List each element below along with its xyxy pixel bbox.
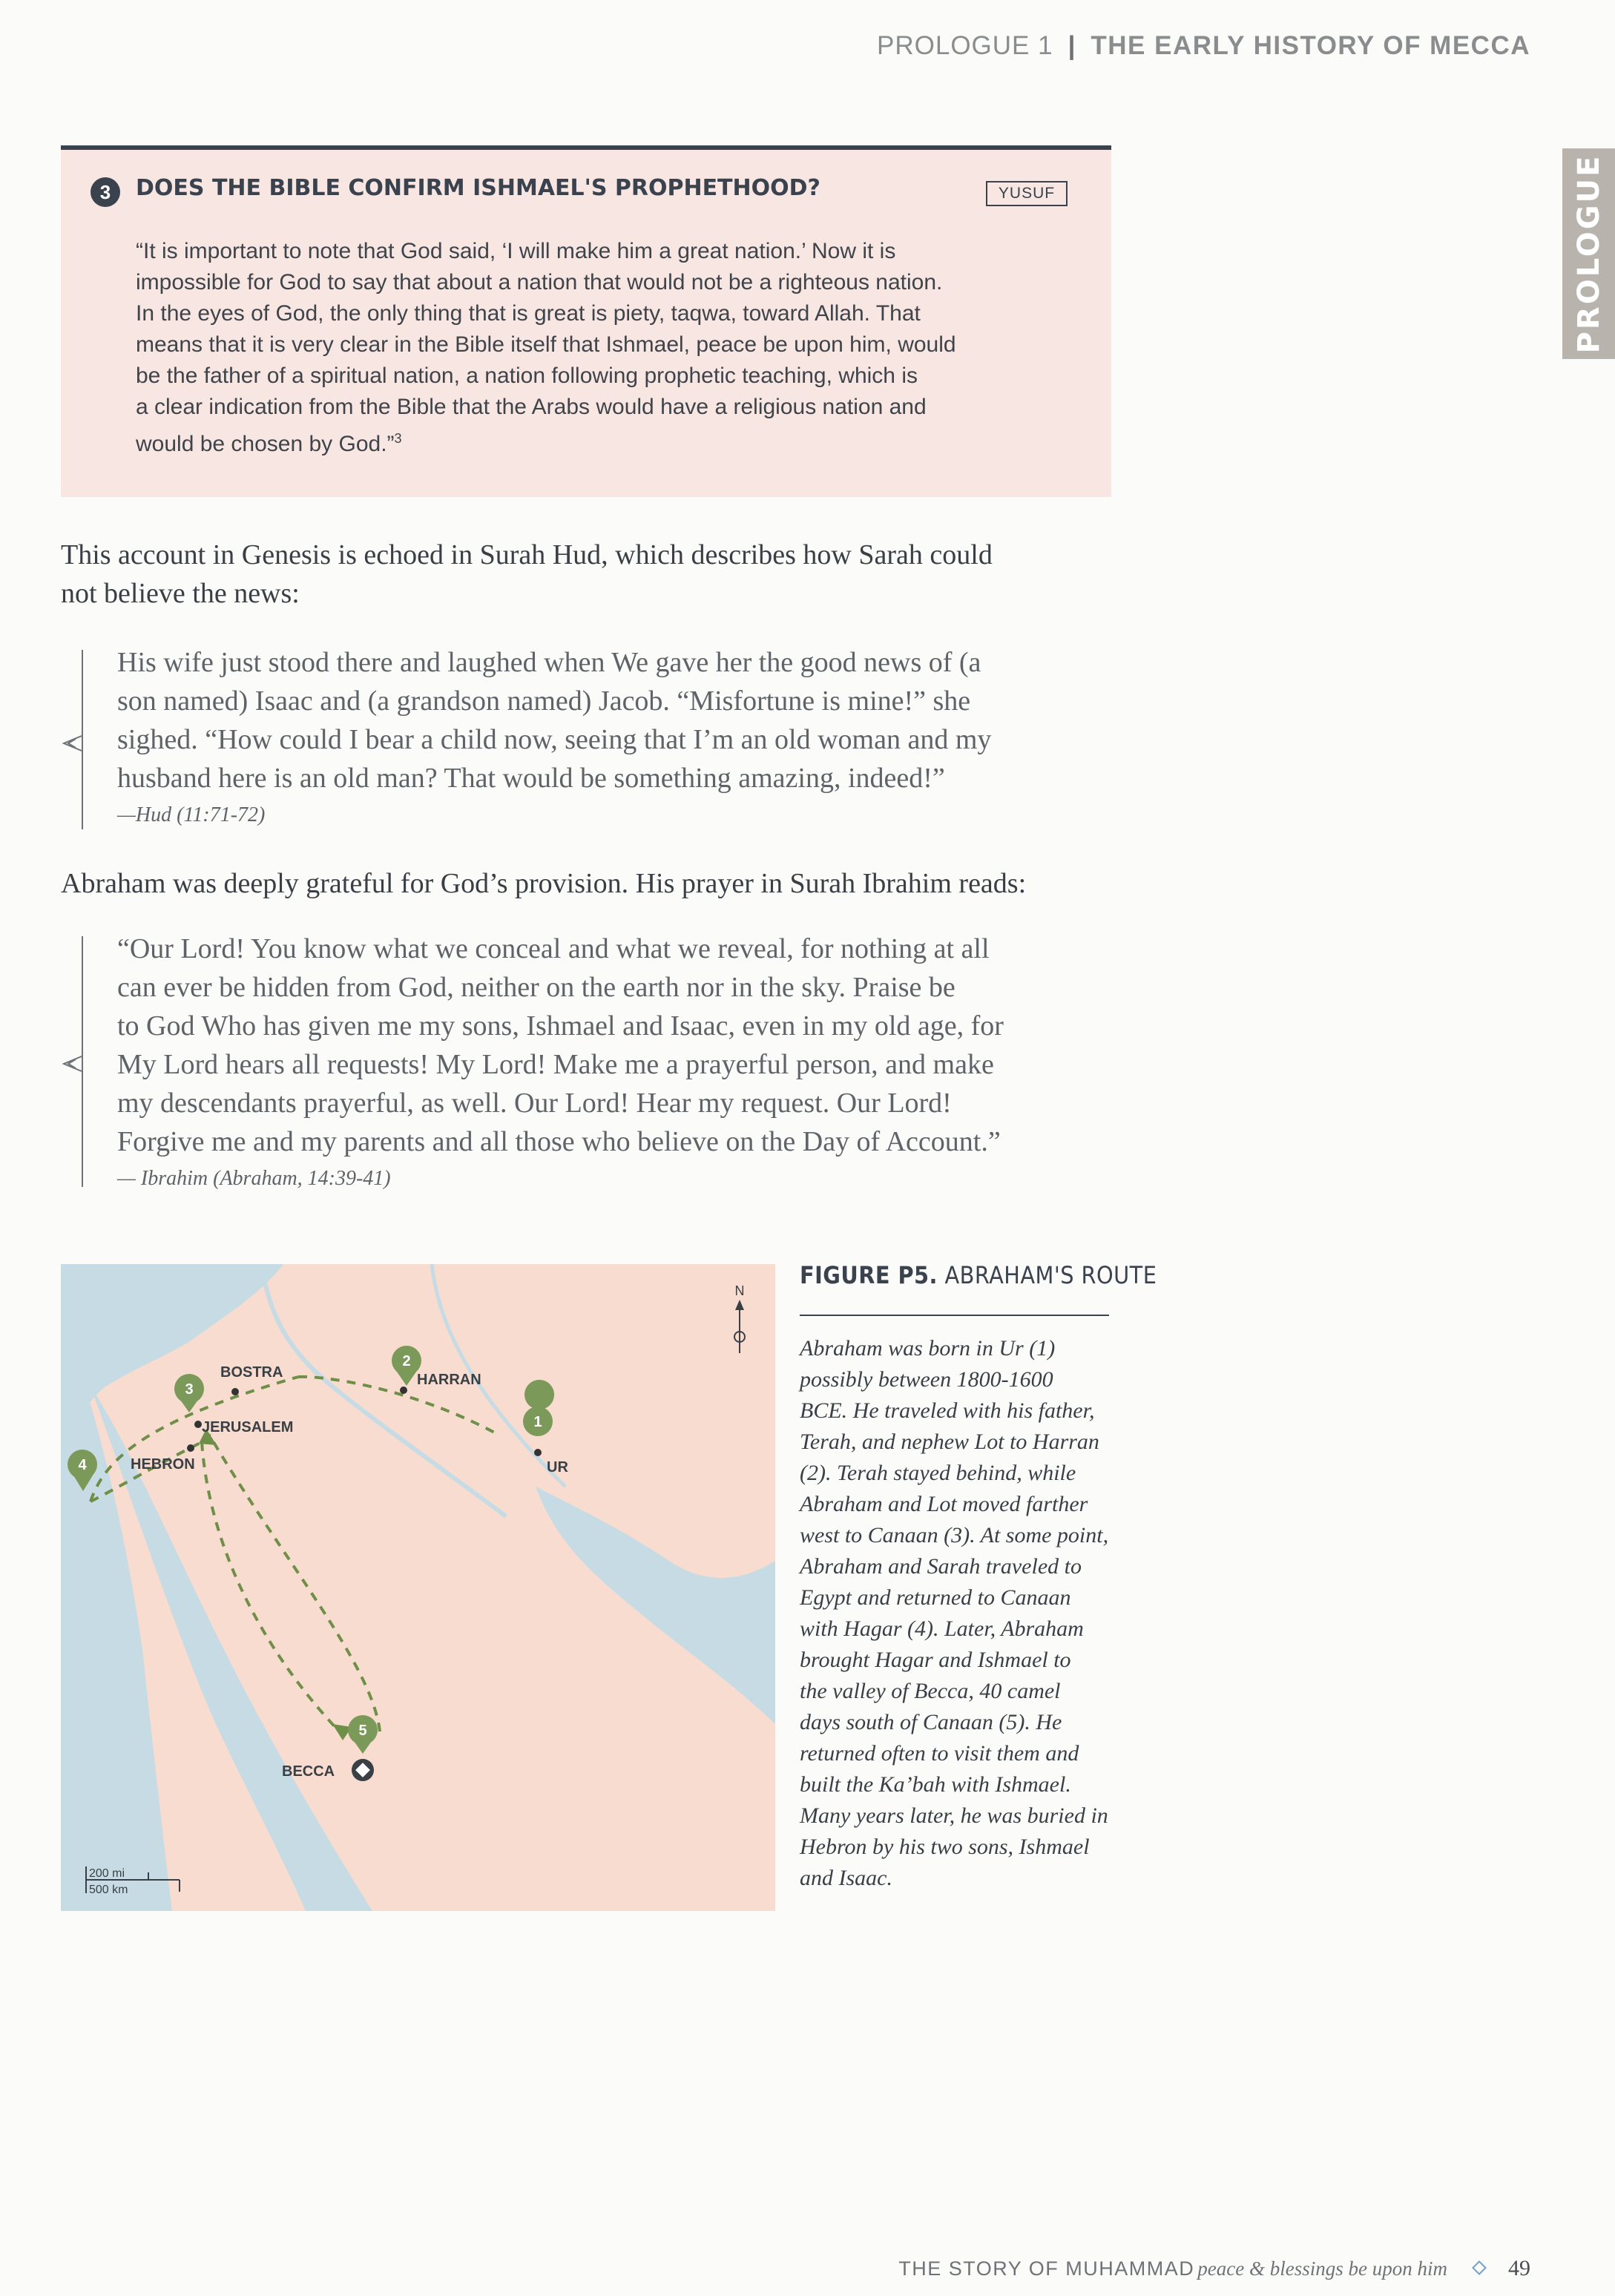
caption-line: west to Canaan (3). At some point,: [800, 1523, 1109, 1547]
sidebar-line: be the father of a spiritual nation, a nation following prophetic teaching, which is: [136, 364, 918, 388]
quote-line: husband here is an old man? That would be something amazing, indeed!”: [117, 763, 945, 794]
side-tab-label: PROLOGUE: [1571, 154, 1606, 354]
caption-line: Terah, and nephew Lot to Harran: [800, 1430, 1099, 1454]
caption-line: built the Ka’bah with Ishmael.: [800, 1772, 1071, 1797]
caption-line: with Hagar (4). Later, Abraham: [800, 1616, 1084, 1641]
body-paragraph-2: Abraham was deeply grateful for God’s provision. His prayer in Surah Ibrahim reads:: [61, 868, 1027, 899]
quote-citation-ibrahim: — Ibrahim (Abraham, 14:39-41): [117, 1167, 391, 1190]
footer-book-title: THE STORY OF MUHAMMAD: [898, 2257, 1195, 2280]
figure-label: FIGURE P5.: [800, 1261, 938, 1289]
label-jerusalem: JERUSALEM: [202, 1419, 294, 1435]
sidebar-body: [136, 236, 1085, 460]
becca-marker-icon: [352, 1759, 374, 1781]
quote-line: His wife just stood there and laughed when We gave her the good news of (a: [117, 647, 981, 678]
quote-line: can ever be hidden from God, neither on the earth nor in the sky. Praise be: [117, 972, 955, 1003]
figure-rule: [800, 1315, 1109, 1316]
scale-km: 500 km: [89, 1884, 128, 1896]
figure-caption: [800, 1333, 1126, 1894]
caption-line: (2). Terah stayed behind, while: [800, 1461, 1076, 1485]
caption-line: Abraham and Lot moved farther: [800, 1492, 1088, 1516]
page-number: 49: [1508, 2256, 1530, 2280]
caption-line: the valley of Becca, 40 camel: [800, 1679, 1061, 1703]
footnote-ref: 3: [394, 431, 402, 446]
svg-text:4: 4: [78, 1457, 87, 1473]
quote-line: “Our Lord! You know what we conceal and what we reveal, for nothing at all: [117, 933, 990, 964]
running-header: [877, 31, 1530, 61]
city-dot-jerusalem: [194, 1421, 202, 1428]
sidebar-line: impossible for God to say that about a nation that would not be a righteous nation.: [136, 270, 943, 295]
figure-title: [800, 1261, 1157, 1289]
label-becca: BECCA: [282, 1763, 335, 1780]
paragraph-line: not believe the news:: [61, 578, 300, 609]
sidebar-number-badge: 3: [91, 177, 120, 207]
quote-line: sighed. “How could I bear a child now, seeing that I’m an old woman and my: [117, 724, 992, 755]
scale-miles: 200 mi: [89, 1867, 125, 1880]
quote-marker-icon: [61, 1055, 83, 1073]
caption-line: BCE. He traveled with his father,: [800, 1398, 1095, 1423]
footer-honorific: peace & blessings be upon him: [1197, 2257, 1447, 2280]
city-dot-harran: [400, 1387, 407, 1394]
quote-citation-hud: —Hud (11:71-72): [117, 803, 266, 826]
sidebar-line: In the eyes of God, the only thing that is great is piety, taqwa, toward Allah. That: [136, 301, 921, 326]
caption-line: and Isaac.: [800, 1866, 892, 1890]
label-harran: HARRAN: [417, 1372, 481, 1388]
caption-line: returned often to visit them and: [800, 1741, 1079, 1766]
figure-title-text: ABRAHAM'S ROUTE: [944, 1261, 1157, 1289]
caption-line: days south of Canaan (5). He: [800, 1710, 1062, 1734]
footer-diamond-icon: [1472, 2260, 1487, 2275]
header-chapter: THE EARLY HISTORY OF MECCA: [1091, 31, 1530, 60]
caption-line: brought Hagar and Ishmael to: [800, 1648, 1071, 1672]
caption-line: Abraham was born in Ur (1): [800, 1336, 1056, 1361]
sidebar-tag: YUSUF: [986, 181, 1068, 206]
header-separator: |: [1068, 31, 1076, 60]
city-dot-bostra: [231, 1388, 239, 1395]
header-section: PROLOGUE 1: [877, 31, 1053, 60]
sidebar-title: DOES THE BIBLE CONFIRM ISHMAEL'S PROPHETHOOD?: [136, 175, 820, 201]
label-ur: UR: [547, 1459, 568, 1476]
caption-line: Abraham and Sarah traveled to: [800, 1554, 1082, 1579]
svg-text:3: 3: [185, 1381, 194, 1398]
city-dot-ur: [534, 1449, 542, 1456]
compass-label: N: [734, 1283, 745, 1298]
label-hebron: HEBRON: [131, 1456, 195, 1473]
body-paragraph-1: [61, 536, 1122, 613]
quote-line: Forgive me and my parents and all those who believe on the Day of Account.”: [117, 1126, 1001, 1157]
sidebar-line: means that it is very clear in the Bible itself that Ishmael, peace be upon him, would: [136, 332, 956, 357]
caption-line: possibly between 1800-1600: [800, 1367, 1053, 1392]
route-map: [61, 1264, 775, 1911]
block-quote-ibrahim: [117, 930, 1126, 1161]
running-footer: [898, 2256, 1530, 2281]
city-dot-hebron: [187, 1444, 194, 1452]
quote-line: my descendants prayerful, as well. Our Lord! Hear my request. Our Lord!: [117, 1088, 952, 1119]
caption-line: Hebron by his two sons, Ishmael: [800, 1835, 1090, 1859]
svg-text:5: 5: [358, 1723, 367, 1739]
quote-marker-icon: [61, 734, 83, 752]
sidebar-line-last: would be chosen by God.”$^3$: [136, 431, 402, 456]
paragraph-line: This account in Genesis is echoed in Surah Hud, which describes how Sarah could: [61, 539, 993, 570]
caption-line: Many years later, he was buried in: [800, 1803, 1108, 1828]
quote-line: My Lord hears all requests! My Lord! Make me a prayerful person, and make: [117, 1049, 994, 1080]
quote-line: to God Who has given me my sons, Ishmael and Isaac, even in my old age, for: [117, 1010, 1004, 1042]
svg-text:1: 1: [533, 1414, 542, 1430]
label-bostra: BOSTRA: [220, 1364, 283, 1381]
quote-line: son named) Isaac and (a grandson named) Jacob. “Misfortune is mine!” she: [117, 685, 971, 717]
caption-line: Egypt and returned to Canaan: [800, 1585, 1071, 1610]
sidebar-line: “It is important to note that God said, ‘I will make him a great nation.’ Now it is: [136, 239, 896, 263]
sidebar-line: a clear indication from the Bible that the Arabs would have a religious nation and: [136, 395, 927, 419]
block-quote-hud: [117, 643, 1126, 797]
section-side-tab: [1562, 148, 1615, 359]
svg-text:2: 2: [402, 1353, 411, 1369]
